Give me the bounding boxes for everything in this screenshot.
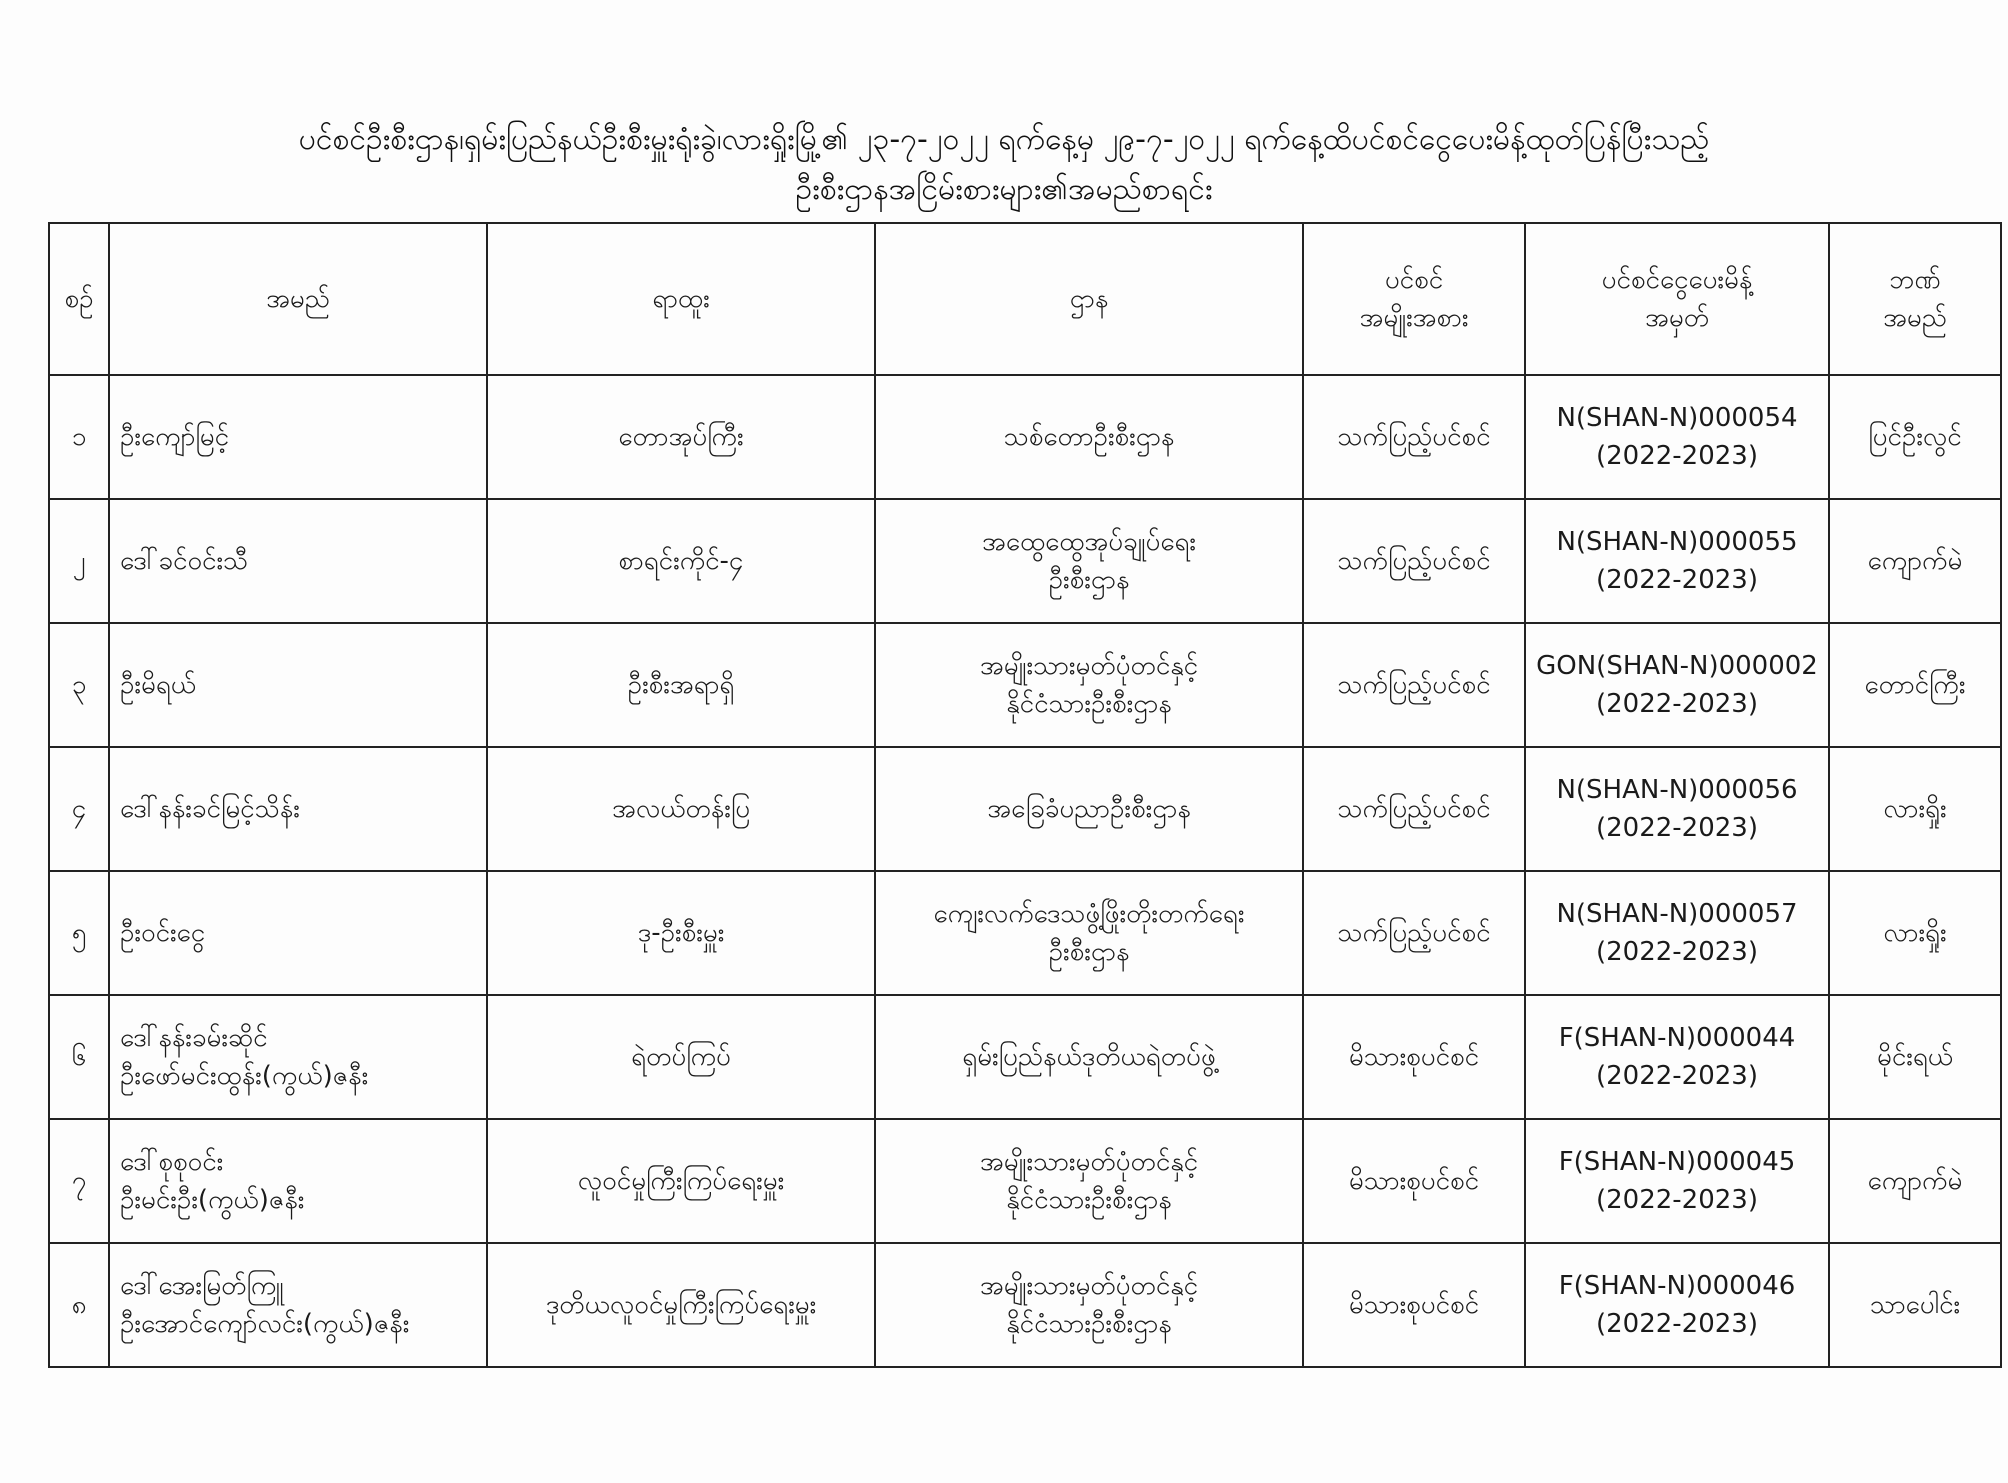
row-seq: ၅ [49,871,109,995]
table-header-row [49,223,2001,375]
row-seq: ၇ [49,1119,109,1243]
row-seq: ၆ [49,995,109,1119]
row-rank: ရဲတပ်ကြပ် [487,995,875,1119]
row-pension-order: N(SHAN-N)000056 (2022-2023) [1525,747,1829,871]
row-name: ဦးကျော်မြင့် [109,375,487,499]
row-seq: ၂ [49,499,109,623]
header-name: အမည် [109,223,487,375]
row-rank: ဦးစီးအရာရှိ [487,623,875,747]
row-name: ဒေါ်ခင်ဝင်းသီ [109,499,487,623]
row-pension-order: N(SHAN-N)000054 (2022-2023) [1525,375,1829,499]
row-department: သစ်တောဦးစီးဌာန [875,375,1303,499]
row-pension-type: မိသားစုပင်စင် [1303,995,1525,1119]
row-name: ဒေါ်နန်းခင်မြင့်သိန်း [109,747,487,871]
row-department: အမျိုးသားမှတ်ပုံတင်နှင့် နိုင်ငံသားဦးစီးဌာန [875,1243,1303,1367]
row-department: အထွေထွေအုပ်ချုပ်ရေး ဦးစီးဌာန [875,499,1303,623]
row-pension-type: သက်ပြည့်ပင်စင် [1303,871,1525,995]
row-pension-type: သက်ပြည့်ပင်စင် [1303,375,1525,499]
row-pension-order: N(SHAN-N)000055 (2022-2023) [1525,499,1829,623]
row-pension-order: F(SHAN-N)000046 (2022-2023) [1525,1243,1829,1367]
row-department: အမျိုးသားမှတ်ပုံတင်နှင့် နိုင်ငံသားဦးစီးဌာန [875,1119,1303,1243]
table-row [49,375,2001,499]
row-pension-type: သက်ပြည့်ပင်စင် [1303,499,1525,623]
header-bank: ဘဏ် အမည် [1829,223,2001,375]
row-rank: စာရင်းကိုင်-၄ [487,499,875,623]
document-title-line-1: ပင်စင်ဦးစီးဌာန၊ရှမ်းပြည်နယ်ဦးစီးမှူးရုံးခွဲ၊လားရှိုးမြို့၏ ၂၃-၇-၂၀၂၂ ရက်နေ့မှ ၂၉-၇-၂၀၂၂ ရက်နေ့ထိပင်စင်ငွေပေးမိန့်ထုတ်ပြန်ပြီးသည့် [298,122,1710,157]
header-seq: စဉ် [49,223,109,375]
row-name: ဒေါ်နန်းခမ်းဆိုင် ဦးဖော်မင်းထွန်း(ကွယ်)ဇနီး [109,995,487,1119]
row-pension-type: သက်ပြည့်ပင်စင် [1303,623,1525,747]
row-bank: တောင်ကြီး [1829,623,2001,747]
header-pension-order: ပင်စင်ငွေပေးမိန့် အမှတ် [1525,223,1829,375]
row-seq: ၄ [49,747,109,871]
row-pension-order: GON(SHAN-N)000002 (2022-2023) [1525,623,1829,747]
row-name: ဒေါ်စုစုဝင်း ဦးမင်းဦး(ကွယ်)ဇနီး [109,1119,487,1243]
header-department: ဌာန [875,223,1303,375]
row-bank: ကျောက်မဲ [1829,499,2001,623]
row-seq: ၁ [49,375,109,499]
row-rank: တောအုပ်ကြီး [487,375,875,499]
table-row [49,1119,2001,1243]
table-row [49,623,2001,747]
header-rank: ရာထူး [487,223,875,375]
row-bank: ကျောက်မဲ [1829,1119,2001,1243]
row-department: ကျေးလက်ဒေသဖွံ့ဖြိုးတိုးတက်ရေး ဦးစီးဌာန [875,871,1303,995]
row-pension-type: မိသားစုပင်စင် [1303,1119,1525,1243]
row-pension-type: သက်ပြည့်ပင်စင် [1303,747,1525,871]
table-row [49,747,2001,871]
row-rank: ဒုတိယလူဝင်မှုကြီးကြပ်ရေးမှူး [487,1243,875,1367]
row-name: ဦးမိရယ် [109,623,487,747]
row-pension-order: N(SHAN-N)000057 (2022-2023) [1525,871,1829,995]
row-name: ဒေါ်အေးမြတ်ကြူ ဦးအောင်ကျော်လင်း(ကွယ်)ဇနီး [109,1243,487,1367]
row-bank: လားရှိုး [1829,871,2001,995]
row-pension-order: F(SHAN-N)000044 (2022-2023) [1525,995,1829,1119]
row-bank: သာပေါင်း [1829,1243,2001,1367]
row-department: ရှမ်းပြည်နယ်ဒုတိယရဲတပ်ဖွဲ့ [875,995,1303,1119]
table-row [49,995,2001,1119]
row-name: ဦးဝင်းငွေ [109,871,487,995]
document-title-line-2: ဦးစီးဌာနအငြိမ်းစားများ၏အမည်စာရင်း [795,172,1213,207]
row-bank: မိုင်းရယ် [1829,995,2001,1119]
row-rank: လူဝင်မှုကြီးကြပ်ရေးမှူး [487,1119,875,1243]
retiree-table [48,222,2002,1368]
row-pension-type: မိသားစုပင်စင် [1303,1243,1525,1367]
header-pension-type: ပင်စင် အမျိုးအစား [1303,223,1525,375]
row-department: အမျိုးသားမှတ်ပုံတင်နှင့် နိုင်ငံသားဦးစီးဌာန [875,623,1303,747]
table-row [49,499,2001,623]
row-bank: ပြင်ဦးလွင် [1829,375,2001,499]
row-rank: အလယ်တန်းပြ [487,747,875,871]
row-pension-order: F(SHAN-N)000045 (2022-2023) [1525,1119,1829,1243]
row-bank: လားရှိုး [1829,747,2001,871]
row-seq: ၈ [49,1243,109,1367]
row-department: အခြေခံပညာဦးစီးဌာန [875,747,1303,871]
table-row [49,871,2001,995]
table-row [49,1243,2001,1367]
row-rank: ဒု-ဦးစီးမှူး [487,871,875,995]
row-seq: ၃ [49,623,109,747]
